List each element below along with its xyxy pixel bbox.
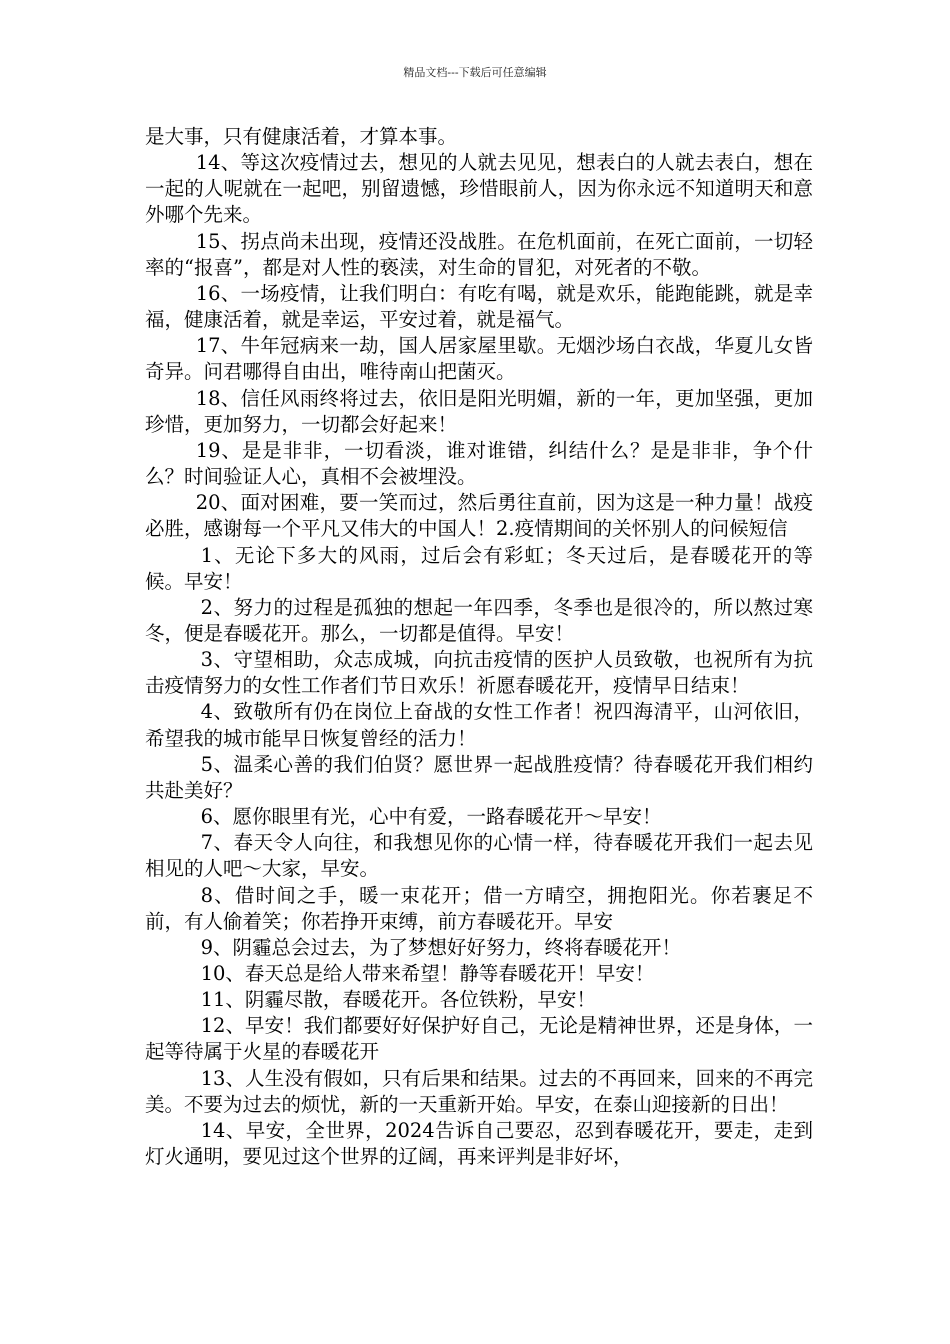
paragraph: 6、愿你眼里有光，心中有爱，一路春暖花开～早安！ — [200, 805, 662, 829]
page-header: 精品文档---下载后可任意编辑 — [403, 66, 547, 79]
paragraph: 是大事，只有健康活着，才算本事。 — [145, 125, 458, 148]
paragraph: 5、温柔心善的我们伯贤？愿世界一起战胜疫情？待春暖花开我们相约共赴美好？ — [145, 752, 813, 802]
paragraph: 17、牛年冠病来一劫，国人居家屋里歇。无烟沙场白衣战，华夏儿女皆奇异。问君哪得自由出，唯待南山把菌灭。 — [145, 334, 813, 384]
paragraph: 9、阴霾总会过去，为了梦想好好努力，终将春暖花开！ — [200, 935, 681, 959]
paragraph: 8、借时间之手，暖一束花开；借一方晴空，拥抱阳光。你若裹足不前，有人偷着笑；你若挣开束缚，前方春暖花开。早安 — [145, 883, 813, 933]
paragraph: 16、一场疫情，让我们明白：有吃有喝，就是欢乐，能跑能跳，就是幸福，健康活着，就是幸运，平安过着，就是福气。 — [145, 281, 813, 332]
paragraph: 11、阴霾尽散，春暖花开。各位铁粉，早安！ — [200, 988, 596, 1012]
paragraph: 15、拐点尚未出现，疫情还没战胜。在危机面前，在死亡面前，一切轻率的“报喜”，都是对人性的亵渎，对生命的冒犯，对死者的不敬。 — [145, 229, 813, 279]
paragraph: 2、努力的过程是孤独的想起一年四季，冬季也是很冷的，所以熬过寒冬，便是春暖花开。那么，一切都是值得。早安！ — [145, 595, 813, 645]
paragraph: 12、早安！我们都要好好保护好自己，无论是精神世界，还是身体，一起等待属于火星的春暖花开 — [145, 1014, 813, 1064]
paragraph: 14、早安，全世界，2024告诉自己要忍，忍到春暖花开，要走，走到灯火通明，要见过这个世界的辽阔，再来评判是非好坏， — [145, 1118, 813, 1169]
paragraph: 1、无论下多大的风雨，过后会有彩虹；冬天过后，是春暖花开的等候。早安！ — [145, 543, 813, 593]
paragraph: 18、信任风雨终将过去，依旧是阳光明媚，新的一年，更加坚强，更加珍惜，更加努力，一切都会好起来！ — [145, 386, 813, 436]
paragraph: 13、人生没有假如，只有后果和结果。过去的不再回来，回来的不再完美。不要为过去的烦忧，新的一天重新开始。早安，在泰山迎接新的日出！ — [145, 1066, 813, 1116]
paragraph: 7、春天令人向往，和我想见你的心情一样，待春暖花开我们一起去见相见的人吧～大家，早安。 — [145, 831, 813, 881]
paragraph: 19、是是非非，一切看淡，谁对谁错，纠结什么？是是非非，争个什么？时间验证人心，真相不会被埋没。 — [145, 438, 813, 489]
paragraph: 3、守望相助，众志成城，向抗击疫情的医护人员致敬，也祝所有为抗击疫情努力的女性工作者们节日欢乐！祈愿春暖花开，疫情早日结束！ — [145, 648, 813, 698]
document-body — [145, 124, 813, 1170]
paragraph: 20、面对困难，要一笑而过，然后勇往直前，因为这是一种力量！战疫必胜，感谢每一个平凡又伟大的中国人！2.疫情期间的关怀别人的问候短信 — [145, 491, 813, 541]
paragraph: 4、致敬所有仍在岗位上奋战的女性工作者！祝四海清平，山河依旧，希望我的城市能早日恢复曾经的活力！ — [145, 700, 813, 750]
paragraph: 14、等这次疫情过去，想见的人就去见见，想表白的人就去表白，想在一起的人呢就在一起吧，别留遗憾，珍惜眼前人，因为你永远不知道明天和意外哪个先来。 — [145, 151, 813, 227]
paragraph: 10、春天总是给人带来希望！静等春暖花开！早安！ — [200, 962, 655, 985]
